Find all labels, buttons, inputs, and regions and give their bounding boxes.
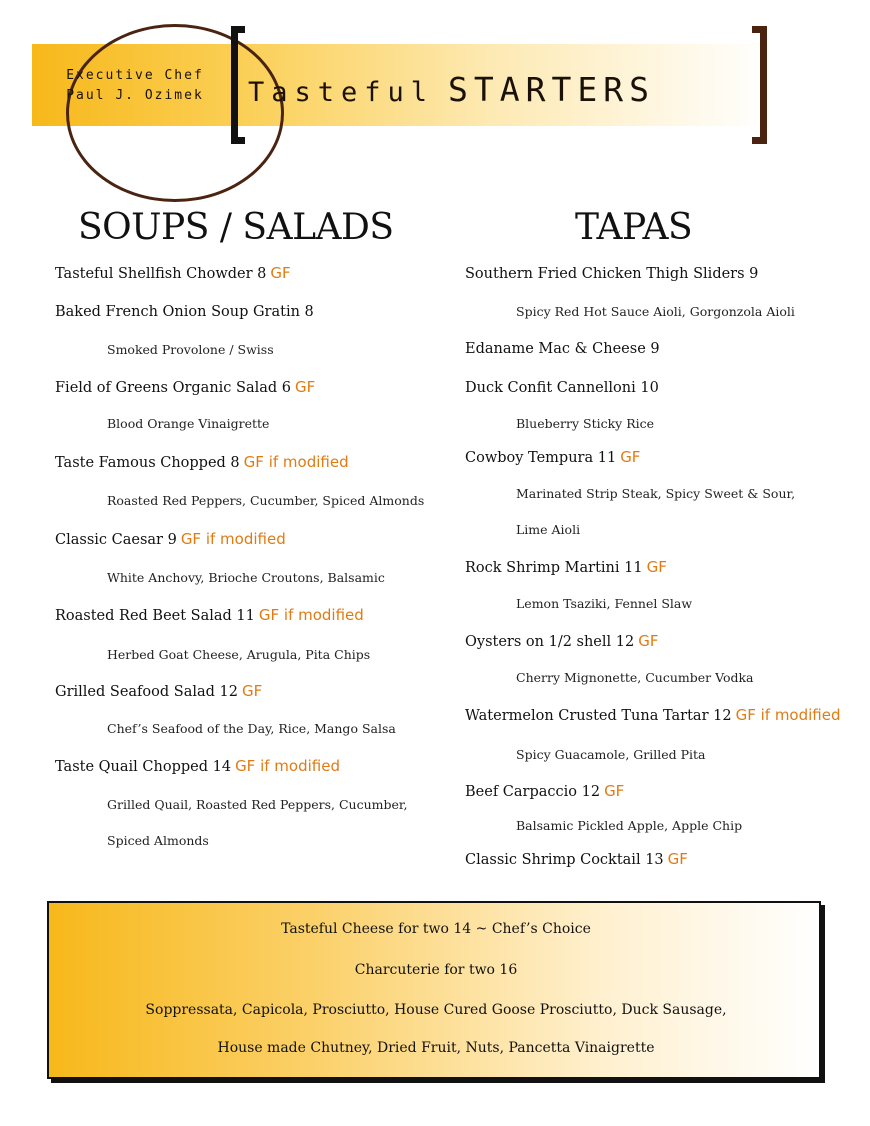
item-name: Field of Greens Organic Salad 6	[55, 380, 292, 396]
menu-item	[55, 530, 286, 548]
item-description: Lime Aioli	[516, 522, 581, 537]
item-description: Cherry Mignonette, Cucumber Vodka	[516, 670, 754, 685]
soups-salads-heading: SOUPS / SALADS	[78, 207, 394, 248]
gf-tag: GF	[604, 782, 625, 800]
menu-item	[55, 453, 349, 471]
gf-tag: GF if modified	[180, 530, 286, 548]
item-description: Spicy Red Hot Sauce Aioli, Gorgonzola Aioli	[516, 304, 795, 319]
menu-item	[55, 757, 340, 775]
charcuterie-line: Charcuterie for two 16	[354, 962, 518, 978]
item-name: Taste Famous Chopped 8	[55, 455, 240, 471]
menu-item	[465, 850, 688, 868]
item-description: Blood Orange Vinaigrette	[107, 416, 270, 431]
item-description: Lemon Tsaziki, Fennel Slaw	[516, 596, 693, 611]
menu-item	[55, 378, 315, 396]
page-title	[248, 70, 655, 110]
item-description: Grilled Quail, Roasted Red Peppers, Cucumber,	[107, 797, 408, 812]
item-description: Spiced Almonds	[107, 833, 209, 848]
title-main: STARTERS	[448, 70, 655, 109]
item-name: Roasted Red Beet Salad 11	[55, 608, 255, 624]
item-description: Roasted Red Peppers, Cucumber, Spiced Almonds	[107, 493, 425, 508]
item-description: Marinated Strip Steak, Spicy Sweet & Sour,	[516, 486, 796, 501]
item-name: Grilled Seafood Salad 12	[55, 684, 238, 700]
left-bracket	[231, 26, 245, 144]
chef-name: Paul J. Ozimek	[66, 88, 204, 103]
tapas-heading: TAPAS	[575, 207, 693, 248]
item-description: Balsamic Pickled Apple, Apple Chip	[516, 818, 743, 833]
gf-tag: GF if modified	[243, 453, 349, 471]
item-name: Taste Quail Chopped 14	[55, 759, 232, 775]
chef-role: Executive Chef	[66, 68, 204, 83]
gf-tag: GF	[646, 558, 667, 576]
menu-item	[465, 632, 659, 650]
item-name: Baked French Onion Soup Gratin 8	[55, 304, 314, 320]
menu-item	[465, 266, 758, 282]
cheese-charcuterie-box	[47, 901, 821, 1079]
item-name: Classic Shrimp Cocktail 13	[465, 852, 664, 868]
gf-tag: GF	[638, 632, 659, 650]
gf-tag: GF if modified	[735, 706, 841, 724]
charcuterie-accompaniments-line: House made Chutney, Dried Fruit, Nuts, Pancetta Vinaigrette	[217, 1040, 655, 1056]
item-description: Chef’s Seafood of the Day, Rice, Mango Salsa	[107, 721, 396, 736]
item-description: Spicy Guacamole, Grilled Pita	[516, 747, 706, 762]
gf-tag: GF	[667, 850, 688, 868]
item-name: Rock Shrimp Martini 11	[465, 560, 643, 576]
menu-item	[55, 304, 314, 320]
item-name: Cowboy Tempura 11	[465, 450, 617, 466]
item-description: White Anchovy, Brioche Croutons, Balsamic	[107, 570, 385, 585]
menu-item	[465, 558, 667, 576]
menu-item	[465, 380, 659, 396]
menu-item	[55, 682, 262, 700]
menu-item	[55, 264, 291, 282]
item-name: Southern Fried Chicken Thigh Sliders 9	[465, 266, 759, 282]
item-name: Watermelon Crusted Tuna Tartar 12	[465, 708, 732, 724]
menu-item	[465, 341, 660, 357]
gf-tag: GF if modified	[235, 757, 340, 775]
charcuterie-meats-line: Soppressata, Capicola, Prosciutto, House Cured Goose Prosciutto, Duck Sausage,	[145, 1002, 727, 1018]
menu-item	[55, 606, 364, 624]
chef-circle	[66, 24, 284, 202]
cheese-plate-line: Tasteful Cheese for two 14 ~ Chef’s Choice	[281, 921, 591, 937]
item-name: Edaname Mac & Cheese 9	[465, 341, 660, 357]
chef-credit	[50, 66, 220, 106]
item-description: Blueberry Sticky Rice	[516, 416, 655, 431]
item-name: Oysters on 1/2 shell 12	[465, 634, 635, 650]
item-name: Duck Confit Cannelloni 10	[465, 380, 659, 396]
item-name: Classic Caesar 9	[55, 532, 177, 548]
title-prefix: Tasteful	[248, 77, 435, 108]
gf-tag: GF	[295, 378, 316, 396]
gf-tag: GF	[270, 264, 291, 282]
menu-item	[465, 706, 841, 724]
item-description: Herbed Goat Cheese, Arugula, Pita Chips	[107, 647, 371, 662]
gf-tag: GF if modified	[258, 606, 364, 624]
gf-tag: GF	[620, 448, 641, 466]
item-description: Smoked Provolone / Swiss	[107, 342, 274, 357]
gf-tag: GF	[241, 682, 263, 700]
menu-item	[465, 448, 640, 466]
item-name: Tasteful Shellfish Chowder 8	[55, 266, 267, 282]
right-bracket	[752, 26, 767, 144]
item-name: Beef Carpaccio 12	[465, 784, 601, 800]
menu-item	[465, 782, 624, 800]
